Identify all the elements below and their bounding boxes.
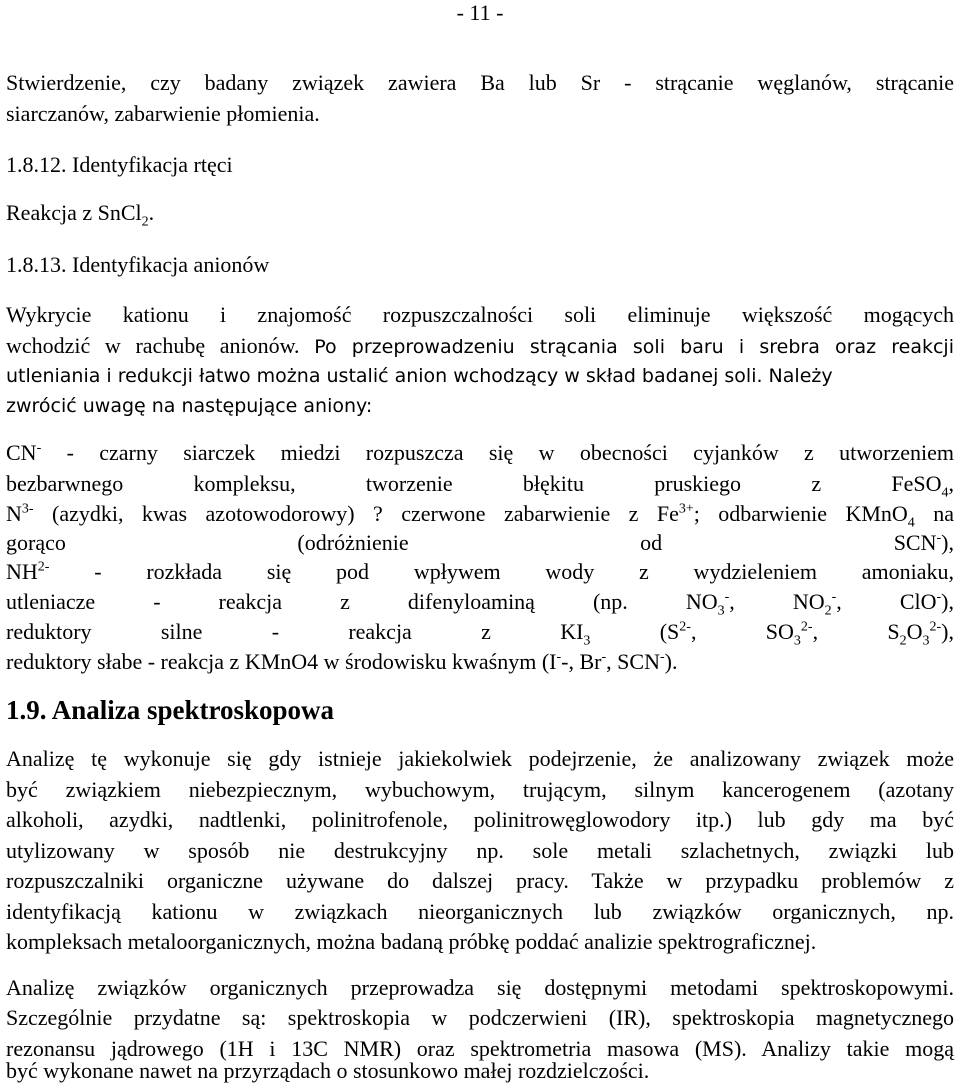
paragraph-line: Szczególnie przydatne są: spektroskopia w podczerwieni (IR), spektroskopia magnetycznego xyxy=(6,1005,954,1030)
paragraph-line: rozpuszczalniki organiczne używane do dalszej pracy. Także w przypadku problemów z xyxy=(6,868,954,893)
paragraph-line: utylizowany w sposób nie destrukcyjny np. sole metali szlachetnych, związki lub xyxy=(6,838,954,863)
anion-n3-line: $N^{3-}$ (azydki, kwas azotowodorowy) ? czerwone zabarwienie z $Fe^{3+}$; odbarwienie KMnO$_4$ na xyxy=(6,501,954,531)
anion-cn-line: CN- - czarny siarczek miedzi rozpuszcza się w obecności cyjanków z utworzeniem xyxy=(6,440,954,465)
page-number: - 11 - xyxy=(456,0,504,25)
paragraph-line: być związkiem niebezpiecznym, wybuchowym, trującym, silnym kancerogenem (azotany xyxy=(6,777,954,802)
section-heading-1-8-13: 1.8.13. Identyfikacja anionów xyxy=(6,252,270,277)
strong-reductors-line: reduktory silne - reakcja z $KI_3$ ($S^{2-}$, $SO_3^{2-}$, $S_2O_3^{2-}$), xyxy=(6,619,954,649)
paragraph-line: Stwierdzenie, czy badany związek zawiera Ba lub Sr - strącanie węglanów, strącanie xyxy=(6,70,954,95)
paragraph-line: identyfikacją kationu w związkach nieorganicznych lub związków organicznych, np. xyxy=(6,899,954,924)
paragraph-line: Reakcja z SnCl$_2$. xyxy=(6,200,155,230)
anion-nh-line: $NH^{2-}$ - rozkłada się pod wpływem wody z wydzieleniem amoniaku, xyxy=(6,559,954,584)
section-heading-1-9: 1.9. Analiza spektroskopowa xyxy=(6,695,335,725)
paragraph-line: Analizę tę wykonuje się gdy istnieje jakiekolwiek podejrzenie, że analizowany związek może xyxy=(6,746,954,771)
paragraph-line: wchodzić w rachubę anionów. Po przeprowadzeniu strącania soli baru i srebra oraz reakcji xyxy=(6,333,954,358)
paragraph-line: Analizę związków organicznych przeprowadza się dostępnymi metodami spektroskopowymi. xyxy=(6,975,954,1000)
oxidizers-line: utleniacze - reakcja z difenyloaminą (np. $NO_3^-$, $NO_2^-$, ClO-), xyxy=(6,589,954,619)
weak-reductors-line: reduktory słabe - reakcja z KMnO4 w środowisku kwaśnym (I--, Br-, SCN-). xyxy=(6,649,678,674)
paragraph-line: być wykonane nawet na przyrządach o stosunkowo małej rozdzielczości. xyxy=(6,1058,650,1083)
paragraph-line: siarczanów, zabarwienie płomienia. xyxy=(6,101,320,126)
paragraph-line: utleniania i redukcji łatwo można ustalić anion wchodzący w skład badanej soli. Należy xyxy=(6,365,833,387)
paragraph-line: Wykrycie kationu i znajomość rozpuszczalności soli eliminuje większość mogących xyxy=(6,302,954,327)
paragraph-line: alkoholi, azydki, nadtlenki, polinitrofenole, polinitrowęglowodory itp.) lub gdy ma być xyxy=(6,807,954,832)
section-heading-1-8-12: 1.8.12. Identyfikacja rtęci xyxy=(6,152,233,177)
paragraph-line: zwrócić uwagę na następujące aniony: xyxy=(6,395,373,417)
paragraph-line: bezbarwnego kompleksu, tworzenie błękitu pruskiego z FeSO$_4$, xyxy=(6,471,954,501)
paragraph-line: rezonansu jądrowego (1H i 13C NMR) oraz spektrometria masowa (MS). Analizy takie mogą xyxy=(6,1036,954,1061)
paragraph-line: gorąco (odróżnienie od SCN-), xyxy=(6,530,954,555)
paragraph-line: kompleksach metaloorganicznych, można badaną próbkę poddać analizie spektrograficznej. xyxy=(6,929,817,954)
